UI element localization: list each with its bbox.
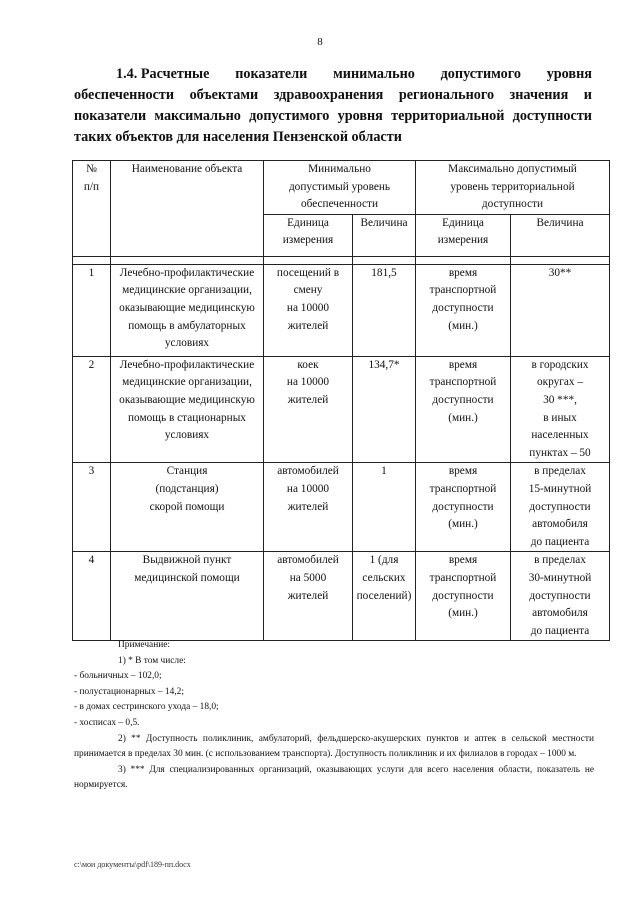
- heading-line: показатели максимально допустимого уровня территориальной доступности: [74, 108, 592, 124]
- header-min-unit: Единица измерения: [264, 214, 353, 256]
- header-num: № п/п: [73, 161, 111, 257]
- table-row: [73, 356, 610, 463]
- header-max-group: Максимально допустимый уровень территориальной доступности: [416, 161, 610, 215]
- heading-line: обеспеченности объектами здравоохранения регионального значения и: [74, 87, 592, 103]
- cell-name: Лечебно-профилактические медицинские организации, оказывающие медицинскую помощь в стационарных условиях: [111, 356, 264, 463]
- heading-line: таких объектов для населения Пензенской области: [74, 129, 402, 145]
- cell-min-value: 181,5: [353, 264, 416, 356]
- note-2: 2) ** Доступность поликлиник, амбулаторий, фельдшерско-акушерских пунктов и аптек в сельской местности принимается в пределах 30 мин. (с использованием транспорта). Доступность поликлиник и их филиалов в городах – 1000 м.: [74, 733, 594, 760]
- cell-min-value: 134,7*: [353, 356, 416, 463]
- note-1-item: - полустационарных – 14,2;: [74, 686, 184, 697]
- notes-title: Примечание:: [118, 640, 171, 650]
- cell-name: Выдвижной пункт медицинской помощи: [111, 552, 264, 641]
- cell-min-unit: коек на 10000 жителей: [264, 356, 353, 463]
- section-heading: [74, 64, 592, 148]
- cell-num: 4: [73, 552, 111, 641]
- cell-num: 2: [73, 356, 111, 463]
- header-min-group: Минимально допустимый уровень обеспеченности: [264, 161, 416, 215]
- header-max-unit: Единица измерения: [416, 214, 511, 256]
- cell-name: Станция (подстанция) скорой помощи: [111, 463, 264, 552]
- cell-min-value: 1: [353, 463, 416, 552]
- cell-name: Лечебно-профилактические медицинские организации, оказывающие медицинскую помощь в амбулаторных условиях: [111, 264, 264, 356]
- header-name: Наименование объекта: [111, 161, 264, 257]
- standards-table: [72, 160, 610, 641]
- cell-max-unit: время транспортной доступности (мин.): [416, 264, 511, 356]
- header-max-value: Величина: [511, 214, 610, 256]
- header-min-value: Величина: [353, 214, 416, 256]
- page-number: 8: [317, 36, 323, 48]
- notes: [74, 638, 594, 794]
- table-row: [73, 264, 610, 356]
- note-1-item: - больничных – 102,0;: [74, 671, 162, 682]
- cell-min-unit: посещений в смену на 10000 жителей: [264, 264, 353, 356]
- cell-min-unit: автомобилей на 5000 жителей: [264, 552, 353, 641]
- note-1-item: - в домах сестринского ухода – 18,0;: [74, 702, 219, 713]
- cell-max-unit: время транспортной доступности (мин.): [416, 552, 511, 641]
- footer-file-path: c:\мои документы\pdf\189-пп.docx: [74, 860, 191, 869]
- table-row: [73, 463, 610, 552]
- cell-max-value: 30**: [511, 264, 610, 356]
- table-row: [73, 552, 610, 641]
- note-3: 3) *** Для специализированных организаций, оказывающих услуги для всего населения области, показатель не нормируется.: [74, 764, 594, 791]
- cell-num: 1: [73, 264, 111, 356]
- cell-min-value: 1 (для сельских поселений): [353, 552, 416, 641]
- cell-max-value: в городских округах – 30 ***, в иных населенных пунктах – 50: [511, 356, 610, 463]
- note-1-item: - хосписах – 0,5.: [74, 717, 140, 728]
- cell-max-value: в пределах 15-минутной доступности автомобиля до пациента: [511, 463, 610, 552]
- cell-max-value: в пределах 30-минутной доступности автомобиля до пациента: [511, 552, 610, 641]
- cell-num: 3: [73, 463, 111, 552]
- cell-min-unit: автомобилей на 10000 жителей: [264, 463, 353, 552]
- heading-line: 1.4. Расчетные показатели минимально допустимого уровня: [116, 66, 592, 82]
- cell-max-unit: время транспортной доступности (мин.): [416, 356, 511, 463]
- cell-max-unit: время транспортной доступности (мин.): [416, 463, 511, 552]
- note-1: 1) * В том числе:: [118, 655, 186, 666]
